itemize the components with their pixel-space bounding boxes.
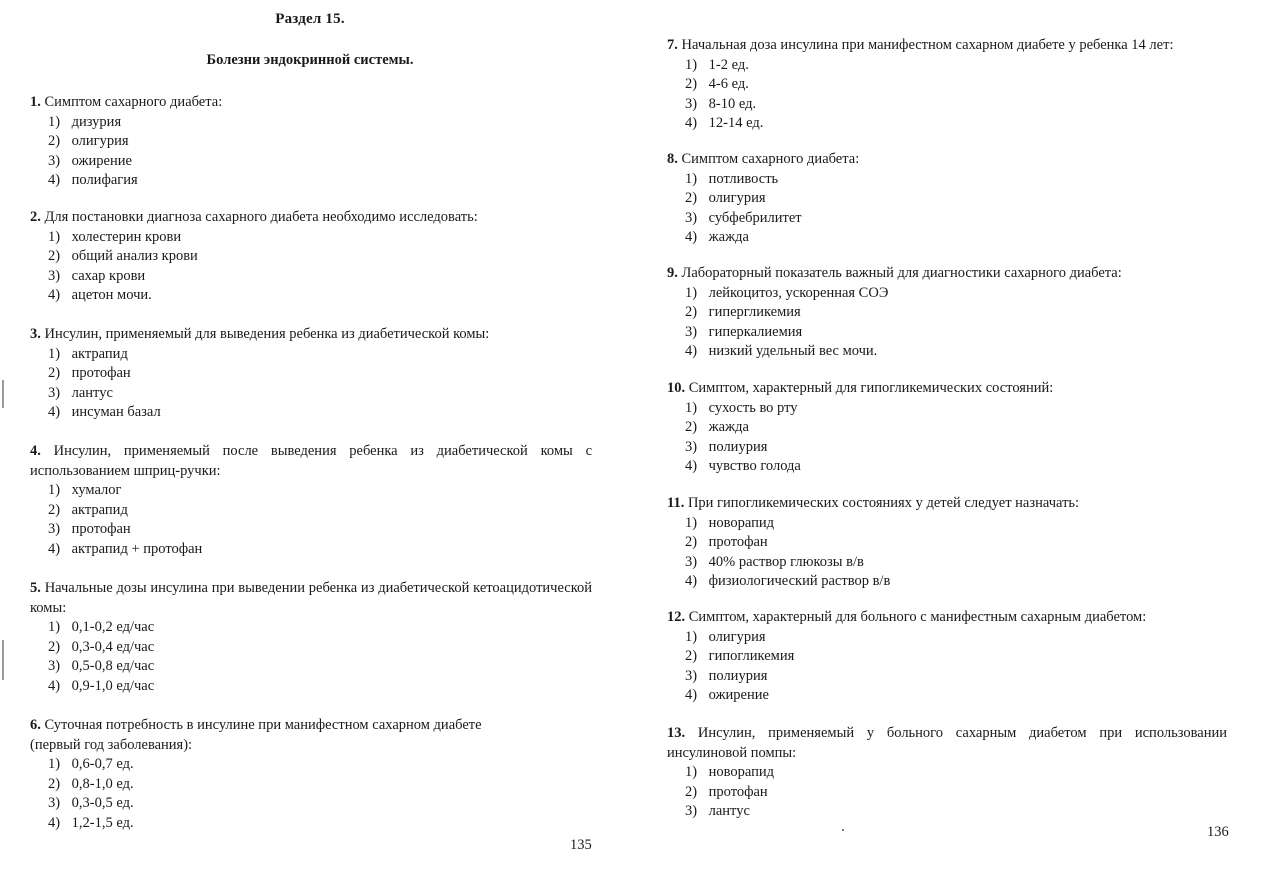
question-4: [30, 442, 592, 559]
answer-option: 3) протофан: [48, 521, 131, 538]
answer-option: 4) актрапид + протофан: [48, 540, 203, 557]
answer-option: 4) 1,2-1,5 ед.: [48, 814, 134, 831]
answer-option: 4) 12-14 ед.: [685, 115, 764, 132]
answer-option: 2) олигурия: [48, 133, 129, 150]
answer-options: [30, 345, 592, 423]
question-3: [30, 325, 592, 423]
question-stem: 2. Для постановки диагноза сахарного диабета необходимо исследовать:: [30, 209, 478, 225]
question-10: [667, 379, 1229, 477]
answer-option: 3) сахар крови: [48, 267, 146, 284]
answer-option: 1) новорапид: [685, 514, 775, 531]
answer-option: 2) жажда: [685, 419, 749, 436]
answer-option: 3) 0,5-0,8 ед/час: [48, 658, 155, 675]
page-number: 136: [1207, 824, 1229, 840]
answer-option: 2) протофан: [685, 783, 768, 800]
question-stem: 13. Инсулин, применяемый у больного сахарным диабетом при использовании инсулиновой помпы:: [667, 725, 1227, 761]
scan-speck: [842, 829, 844, 831]
answer-options: [667, 170, 1229, 248]
answer-option: 1) актрапид: [48, 345, 128, 362]
question-stem: 5. Начальные дозы инсулина при выведении ребенка из диабетической кетоацидотической комы:: [30, 580, 593, 616]
right-page: [632, 0, 1263, 893]
question-9: [667, 264, 1229, 362]
question-stem: 8. Симптом сахарного диабета:: [667, 151, 860, 167]
answer-options: [667, 56, 1229, 134]
answer-option: 1) потливость: [685, 170, 779, 187]
answer-option: 4) ожирение: [685, 687, 769, 704]
answer-option: 3) гиперкалиемия: [685, 323, 803, 340]
question-stem: 7. Начальная доза инсулина при манифестном сахарном диабете у ребенка 14 лет:: [667, 37, 1174, 53]
answer-options: [667, 628, 1229, 706]
answer-options: [30, 113, 592, 191]
answer-option: 2) олигурия: [685, 190, 766, 207]
question-stem: 9. Лабораторный показатель важный для диагностики сахарного диабета:: [667, 265, 1122, 281]
section-subtitle: Болезни эндокринной системы.: [206, 52, 414, 68]
answer-options: [30, 228, 592, 306]
answer-option: 2) 0,8-1,0 ед.: [48, 775, 134, 792]
question-2: [30, 208, 592, 306]
question-5: [30, 579, 592, 696]
answer-option: 4) физиологический раствор в/в: [685, 573, 891, 590]
question-13: [667, 724, 1227, 822]
question-6: [30, 716, 530, 833]
answer-option: 1) 1-2 ед.: [685, 56, 749, 73]
answer-option: 2) 0,3-0,4 ед/час: [48, 638, 155, 655]
answer-option: 4) полифагия: [48, 172, 138, 189]
answer-option: 1) сухость во рту: [685, 399, 798, 416]
answer-option: 3) полиурия: [685, 667, 768, 684]
answer-option: 1) холестерин крови: [48, 228, 182, 245]
answer-option: 1) 0,6-0,7 ед.: [48, 756, 134, 772]
answer-option: 4) инсуман базал: [48, 404, 161, 421]
answer-options: [667, 284, 1229, 362]
question-stem: 10. Симптом, характерный для гипогликемических состояний:: [667, 380, 1054, 396]
answer-option: 2) актрапид: [48, 501, 128, 518]
answer-option: 3) 8-10 ед.: [685, 95, 757, 112]
answer-option: 1) хумалог: [48, 482, 122, 498]
question-12: [667, 608, 1229, 706]
answer-option: 3) полиурия: [685, 438, 768, 455]
answer-options: [667, 763, 1227, 822]
answer-option: 2) гипергликемия: [685, 304, 801, 321]
answer-option: 2) протофан: [48, 365, 131, 382]
answer-option: 3) субфебрилитет: [685, 209, 802, 226]
question-7: [667, 36, 1229, 134]
question-stem: 6. Суточная потребность в инсулине при манифестном сахарном диабете (первый год заболевания):: [30, 717, 482, 753]
scan-artifact: [2, 380, 4, 408]
question-stem: 11. При гипогликемических состояниях у детей следует назначать:: [667, 495, 1080, 511]
answer-option: 2) протофан: [685, 534, 768, 551]
answer-option: 2) гипогликемия: [685, 648, 795, 665]
answer-option: 4) 0,9-1,0 ед/час: [48, 677, 155, 694]
answer-options: [667, 514, 1229, 592]
section-title: Раздел 15.: [275, 11, 345, 27]
question-11: [667, 494, 1229, 592]
answer-option: 1) лейкоцитоз, ускоренная СОЭ: [685, 284, 889, 301]
answer-option: 4) чувство голода: [685, 458, 801, 475]
answer-option: 1) новорапид: [685, 764, 775, 780]
question-stem: 12. Симптом, характерный для больного с манифестным сахарным диабетом:: [667, 609, 1147, 625]
answer-options: [30, 618, 592, 696]
scan-artifact: [2, 640, 4, 680]
answer-option: 4) ацетон мочи.: [48, 287, 152, 304]
answer-option: 1) 0,1-0,2 ед/час: [48, 619, 155, 635]
answer-options: [30, 481, 592, 559]
answer-option: 3) 40% раствор глюкозы в/в: [685, 553, 864, 570]
answer-option: 3) лантус: [685, 803, 750, 820]
answer-option: 3) лантус: [48, 384, 113, 401]
answer-option: 1) дизурия: [48, 113, 122, 130]
question-1: [30, 93, 592, 191]
answer-option: 2) 4-6 ед.: [685, 76, 749, 93]
answer-option: 2) общий анализ крови: [48, 248, 198, 265]
answer-option: 3) ожирение: [48, 152, 132, 169]
question-stem: 1. Симптом сахарного диабета:: [30, 94, 223, 110]
question-8: [667, 150, 1229, 248]
question-stem: 3. Инсулин, применяемый для выведения ребенка из диабетической комы:: [30, 326, 490, 342]
page-number: 135: [570, 837, 592, 853]
answer-options: [667, 399, 1229, 477]
answer-option: 4) жажда: [685, 229, 749, 246]
question-stem: 4. Инсулин, применяемый после выведения ребенка из диабетической комы с использованием шприц-ручки:: [30, 443, 593, 479]
answer-options: [30, 755, 530, 833]
left-page: [0, 0, 630, 893]
answer-option: 4) низкий удельный вес мочи.: [685, 343, 878, 360]
answer-option: 3) 0,3-0,5 ед.: [48, 795, 134, 812]
answer-option: 1) олигурия: [685, 628, 766, 645]
